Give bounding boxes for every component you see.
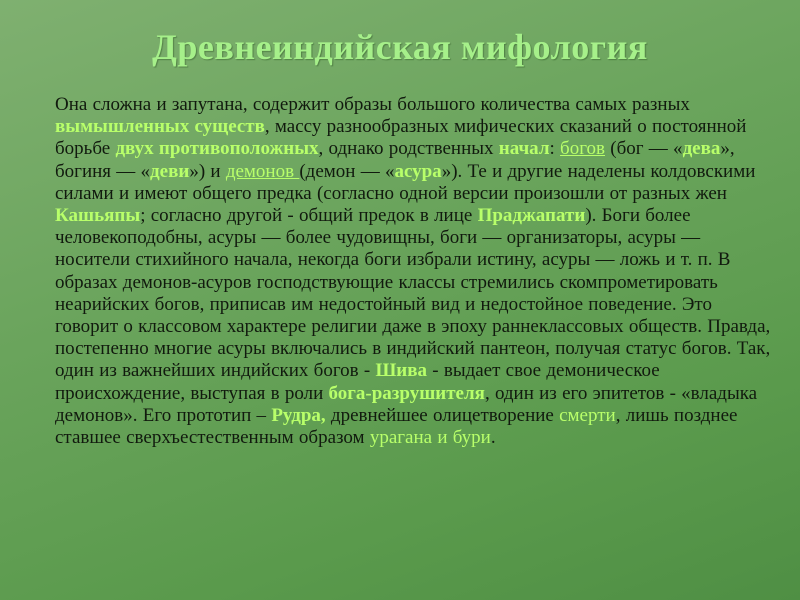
text-segment: ; согласно другой - общий предок в лице: [140, 205, 478, 227]
highlight-term: дева: [682, 138, 721, 160]
slide-title: Древнеиндийская мифология: [152, 27, 648, 67]
text-segment: :: [549, 138, 561, 160]
text-segment: ). Боги более человекоподобны, асуры — более чудовищны, боги — организаторы, асуры — носители стихийного начала, некогда боги избрали истину, асуры — ложь и т. п. В образах демонов-асуров господствующие классы стремились скомпрометировать неарийских богов, приписав им недостойный вид и недостойное поведение. Это говорит о классовом характере религии даже в эпоху раннеклассовых обществ. Правда, постепенно многие асуры включались в индийский пантеон, получая статус богов. Так, один из важнейших индийских богов -: [55, 205, 771, 382]
text-segment: Она сложна и запутана, содержит образы большого количества самых разных: [55, 94, 690, 115]
highlight-term: асура: [394, 160, 442, 182]
highlight-term: Рудра,: [271, 404, 326, 426]
text-segment: , однако родственных: [318, 138, 499, 160]
highlight-term: Шива: [375, 360, 428, 382]
text-segment: , лишь позднее ставшее сверхъестественным образом: [55, 404, 738, 449]
highlight-term-plain: смерти: [559, 404, 616, 426]
highlight-term: Праджапати: [477, 205, 586, 227]
link-gods[interactable]: богов: [560, 138, 606, 160]
text-segment: (демон — «: [299, 160, 395, 182]
highlight-term: Кашьяпы: [55, 205, 141, 227]
text-segment: древнейшее олицетворение: [325, 404, 560, 426]
text-segment: »). Те и другие наделены колдовскими силами и имеют общего предка (согласно одной версии произошли от разных жен: [55, 160, 756, 204]
link-demons[interactable]: демонов: [225, 160, 300, 182]
text-segment: , массу разнообразных мифических сказаний о постоянной борьбе: [55, 116, 747, 160]
highlight-term-plain: урагана и бури: [369, 427, 491, 449]
highlight-term: вымышленных существ: [55, 116, 265, 138]
highlight-term: двух противоположных: [115, 138, 319, 160]
slide-body-paragraph: [55, 94, 773, 449]
text-segment: , один из его эпитетов - «владыка демонов». Его прототип –: [55, 382, 758, 426]
highlight-term: начал: [498, 138, 550, 160]
text-segment: », богиня — «: [55, 138, 735, 182]
text-segment: ») и: [189, 160, 226, 182]
highlight-term: бога-разрушителя: [328, 382, 485, 404]
highlight-term: деви: [150, 160, 190, 182]
text-segment: (бог — «: [605, 138, 683, 160]
text-segment: .: [490, 427, 496, 449]
text-segment: - выдает свое демоническое происхождение, выступая в роли: [55, 360, 660, 404]
